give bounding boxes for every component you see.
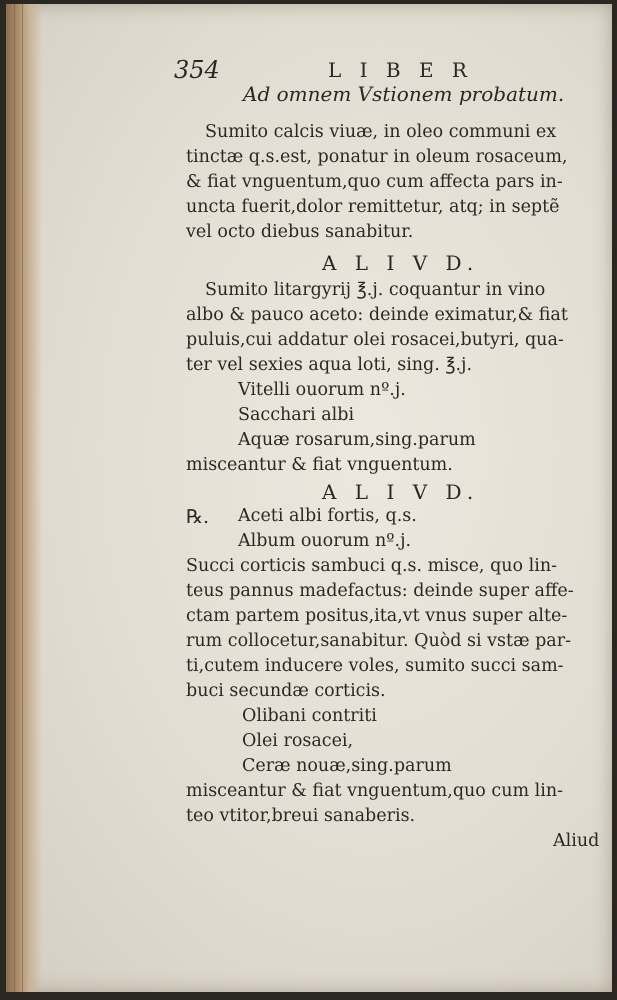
ingredient-line: Ceræ nouæ,sing.parum [242,756,452,776]
text-line: ctam partem positus,ita,vt vnus super alte- [186,606,568,626]
text-line: tinctæ q.s.est, ponatur in oleum rosaceum, [186,147,568,167]
section-title: Ad omnem Vstionem probatum. [243,82,565,106]
ingredient-line: Aquæ rosarum,sing.parum [238,430,476,450]
text-line: & fiat vnguentum,quo cum affecta pars in- [186,172,563,192]
text-line: vel octo diebus sanabitur. [186,222,414,242]
text-line: ter vel sexies aqua loti, sing. ℥.j. [186,355,473,375]
page-number: 354 [174,56,220,84]
text-line: Sumito calcis viuæ, in oleo communi ex [205,122,557,142]
text-line: rum collocetur,sanabitur. Quòd si vstæ par- [186,631,571,651]
recipe-symbol: ℞. [186,506,210,528]
gutter-edge [22,4,23,992]
section-heading: A L I V D. [322,480,480,504]
ingredient-line: Aceti albi fortis, q.s. [238,506,417,526]
running-head: L I B E R [328,58,473,82]
gutter-edge [14,4,15,992]
text-line: Sumito litargyrij ℥.j. coquantur in vino [205,280,546,300]
ingredient-line: Vitelli ouorum nº.j. [238,380,406,400]
ingredient-line: Album ouorum nº.j. [238,531,412,551]
text-line: misceantur & fiat vnguentum,quo cum lin- [186,781,564,801]
book-gutter [6,4,42,992]
text-line: buci secundæ corticis. [186,681,386,701]
ingredient-line: Olibani contriti [242,706,377,726]
ingredient-line: Olei rosacei, [242,731,354,751]
text-line: ti,cutem inducere voles, sumito succi sam- [186,656,564,676]
ingredient-line: Sacchari albi [238,405,355,425]
text-line: Succi corticis sambuci q.s. misce, quo lin- [186,556,558,576]
text-line: puluis,cui addatur olei rosacei,butyri, qua- [186,330,564,350]
text-line: albo & pauco aceto: deinde eximatur,& fiat [186,305,568,325]
catchword: Aliud [553,831,600,851]
text-line: teo vtitor,breui sanaberis. [186,806,416,826]
text-line: misceantur & fiat vnguentum. [186,455,453,475]
text-line: uncta fuerit,dolor remittetur, atq; in septẽ [186,197,560,217]
text-line: teus pannus madefactus: deinde super affe- [186,581,574,601]
section-heading: A L I V D. [322,251,480,275]
